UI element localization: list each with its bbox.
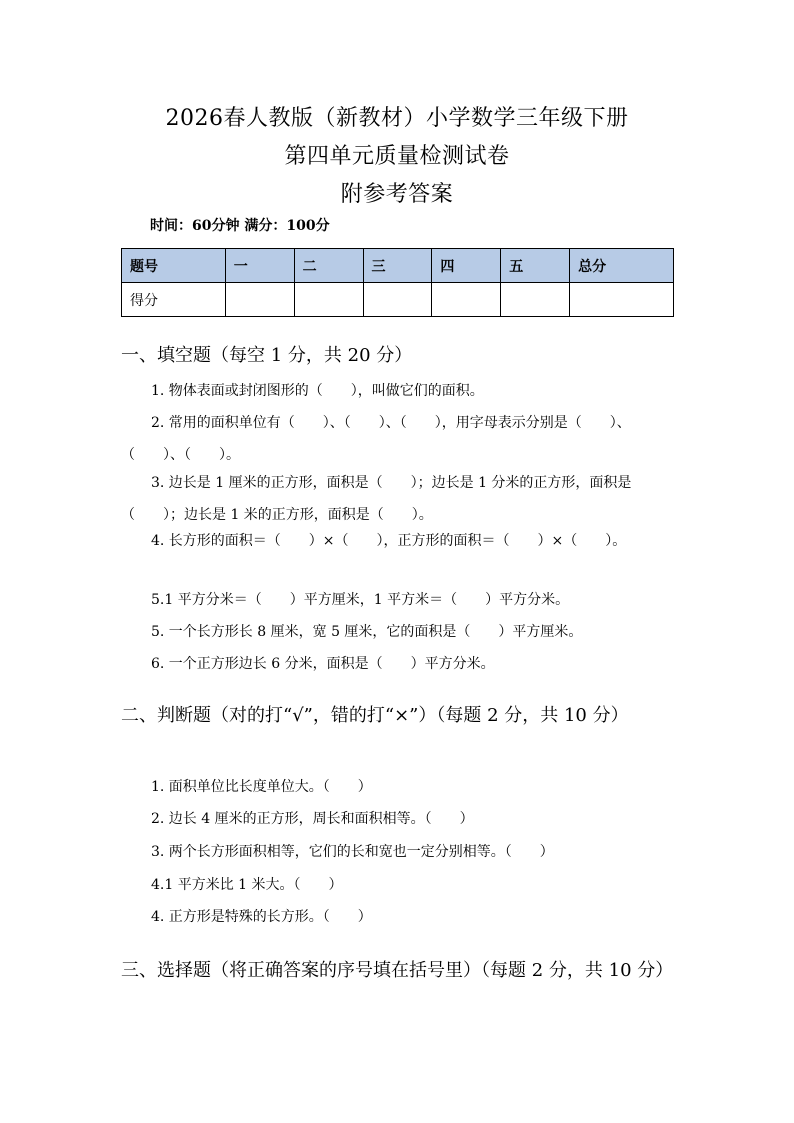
question-item: 4.1 平方米比 1 米大。（ ） — [151, 877, 343, 893]
score-header-cell: 四 — [432, 249, 501, 283]
score-cell[interactable] — [225, 283, 294, 317]
score-table-header-row — [122, 249, 674, 283]
score-header-cell: 题号 — [122, 249, 226, 283]
question-item: 5. 一个长方形长 8 厘米，宽 5 厘米，它的面积是（ ）平方厘米。 — [151, 624, 583, 640]
score-table-row — [122, 283, 674, 317]
question-item: 1. 面积单位比长度单位大。（ ） — [151, 779, 372, 795]
score-cell[interactable] — [363, 283, 432, 317]
score-header-cell: 二 — [294, 249, 363, 283]
question-item: 2. 常用的面积单位有（ ）、（ ）、（ ），用字母表示分别是（ ）、（ ）、（ ）。 — [121, 415, 631, 463]
score-header-cell: 总分 — [570, 249, 674, 283]
score-cell[interactable] — [294, 283, 363, 317]
score-header-cell: 五 — [501, 249, 570, 283]
question-item: 5.1 平方分米＝（ ）平方厘米，1 平方米＝（ ）平方分米。 — [151, 592, 570, 608]
section2-title: 二、判断题（对的打“√”，错的打“×”）（每题 2 分，共 10 分） — [121, 705, 629, 726]
score-header-cell: 三 — [363, 249, 432, 283]
question-item: 1. 物体表面或封闭图形的（ ），叫做它们的面积。 — [151, 383, 484, 399]
score-cell[interactable] — [432, 283, 501, 317]
question-item: 3. 两个长方形面积相等，它们的长和宽也一定分别相等。（ ） — [151, 844, 554, 860]
question-item: 6. 一个正方形边长 6 分米，面积是（ ）平方分米。 — [151, 656, 495, 672]
score-header-cell: 一 — [225, 249, 294, 283]
score-cell[interactable] — [570, 283, 674, 317]
section3-title: 三、选择题（将正确答案的序号填在括号里）（每题 2 分，共 10 分） — [121, 960, 674, 981]
question-item: 2. 边长 4 厘米的正方形，周长和面积相等。（ ） — [151, 811, 474, 827]
question-item: 4. 正方形是特殊的长方形。（ ） — [151, 909, 372, 925]
question-item: 4. 长方形的面积＝（ ）×（ ），正方形的面积＝（ ）×（ ）。 — [151, 533, 627, 549]
score-cell[interactable] — [501, 283, 570, 317]
exam-title-line1: 2026春人教版（新教材）小学数学三年级下册 — [165, 106, 629, 131]
question-item: 3. 边长是 1 厘米的正方形，面积是（ ）；边长是 1 分米的正方形，面积是（ ）；边长是 1 米的正方形，面积是（ ）。 — [121, 475, 632, 523]
exam-title-line3: 附参考答案 — [340, 182, 454, 207]
section1-title: 一、填空题（每空 1 分，共 20 分） — [121, 345, 413, 366]
exam-title-line2: 第四单元质量检测试卷 — [284, 144, 510, 169]
exam-meta: 时间：60分钟 满分：100分 — [150, 218, 330, 234]
score-table — [121, 248, 674, 317]
score-row-label: 得分 — [122, 283, 226, 317]
